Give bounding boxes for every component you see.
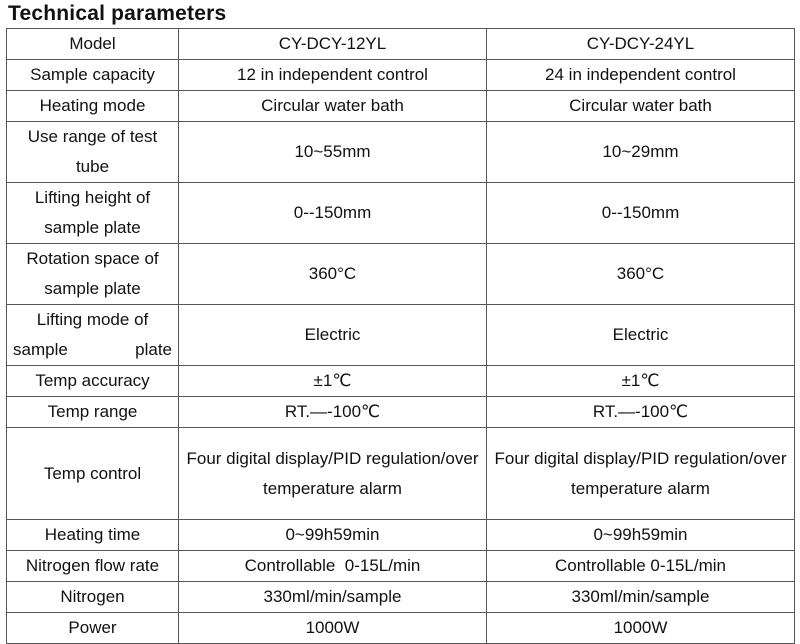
table-row — [7, 551, 795, 582]
header-model-24yl: CY-DCY-24YL — [487, 29, 795, 60]
row-value-12yl: 0~99h59min — [179, 520, 487, 551]
row-label: Use range of test tube — [7, 122, 179, 183]
table-row — [7, 183, 795, 244]
row-value-12yl: 0--150mm — [179, 183, 487, 244]
row-label: Temp accuracy — [7, 366, 179, 397]
page-title: Technical parameters — [8, 2, 227, 25]
row-value-12yl: ±1℃ — [179, 366, 487, 397]
row-value-24yl: 24 in independent control — [487, 60, 795, 91]
row-label: Heating mode — [7, 91, 179, 122]
row-label: Power — [7, 613, 179, 644]
row-label: Nitrogen — [7, 582, 179, 613]
row-value-12yl: 1000W — [179, 613, 487, 644]
table-row — [7, 244, 795, 305]
row-value-24yl: 0~99h59min — [487, 520, 795, 551]
row-value-24yl: 330ml/min/sample — [487, 582, 795, 613]
row-value-24yl: 0--150mm — [487, 183, 795, 244]
row-value-24yl: Controllable 0-15L/min — [487, 551, 795, 582]
row-value-12yl: Electric — [179, 305, 487, 366]
table-row — [7, 397, 795, 428]
header-model-12yl: CY-DCY-12YL — [179, 29, 487, 60]
row-value-12yl: Four digital display/PID regulation/over temperature alarm — [179, 428, 487, 520]
table-row — [7, 366, 795, 397]
row-value-12yl: RT.—-100℃ — [179, 397, 487, 428]
row-value-24yl: 10~29mm — [487, 122, 795, 183]
table-header-row — [7, 29, 795, 60]
row-label: Nitrogen flow rate — [7, 551, 179, 582]
row-value-24yl: RT.—-100℃ — [487, 397, 795, 428]
table-row — [7, 305, 795, 366]
row-value-24yl: 360°C — [487, 244, 795, 305]
row-value-12yl: Circular water bath — [179, 91, 487, 122]
row-value-24yl: Four digital display/PID regulation/over temperature alarm — [487, 428, 795, 520]
row-label: Sample capacity — [7, 60, 179, 91]
table-row — [7, 520, 795, 551]
row-label: Rotation space of sample plate — [7, 244, 179, 305]
row-label: Lifting height of sample plate — [7, 183, 179, 244]
row-value-12yl: 12 in independent control — [179, 60, 487, 91]
table-row — [7, 91, 795, 122]
header-label-cell: Model — [7, 29, 179, 60]
table-row — [7, 582, 795, 613]
row-value-24yl: 1000W — [487, 613, 795, 644]
row-value-12yl: 360°C — [179, 244, 487, 305]
table-row — [7, 122, 795, 183]
row-value-24yl: Electric — [487, 305, 795, 366]
row-label: Temp range — [7, 397, 179, 428]
row-value-24yl: ±1℃ — [487, 366, 795, 397]
row-label: Lifting mode of sample plate — [7, 305, 179, 366]
row-value-12yl: 10~55mm — [179, 122, 487, 183]
row-value-12yl: Controllable 0-15L/min — [179, 551, 487, 582]
table-row — [7, 613, 795, 644]
row-value-24yl: Circular water bath — [487, 91, 795, 122]
row-label: Temp control — [7, 428, 179, 520]
technical-parameters-table — [6, 28, 795, 644]
row-value-12yl: 330ml/min/sample — [179, 582, 487, 613]
row-label: Heating time — [7, 520, 179, 551]
table-row — [7, 60, 795, 91]
table-row — [7, 428, 795, 520]
